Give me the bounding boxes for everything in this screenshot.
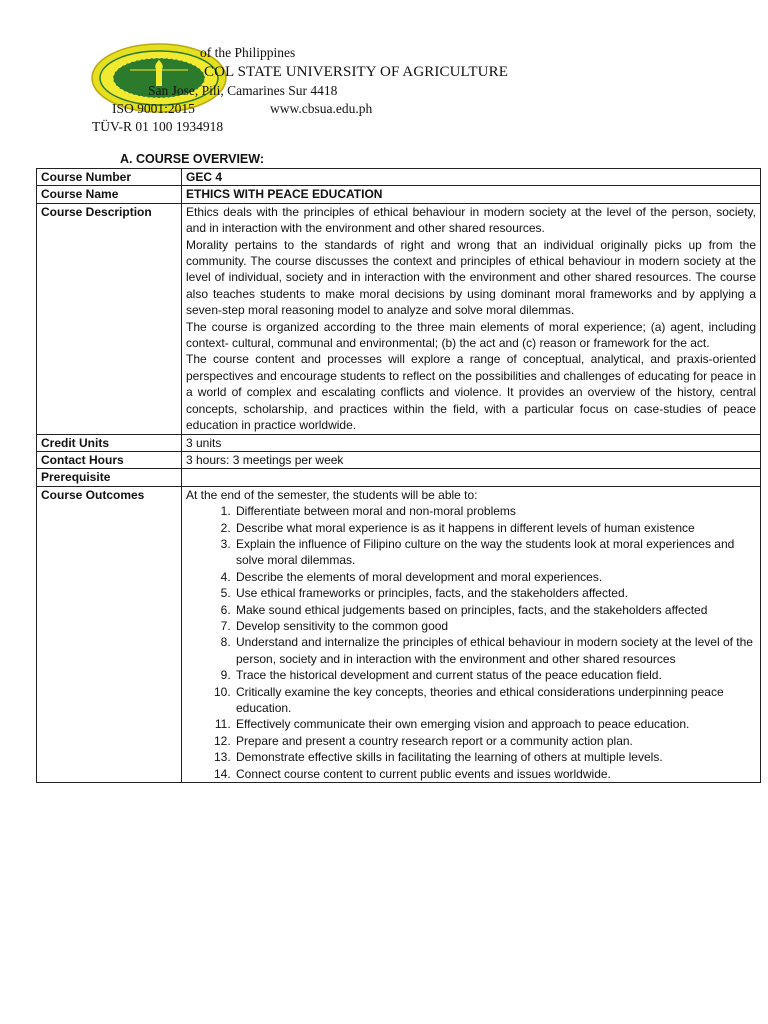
description-paragraph: The course content and processes will explore a range of conceptual, analytical, and praxis-oriented perspectives and encourage students to reflect on the possibilities and challenges of educating for peace in a world of complex and escalating conflicts and violence. It provides an overview of the history, central concepts, scholarship, and practices within the field, with a particular focus on case-studies of peace education in practice worldwide. xyxy=(186,352,756,433)
table-row xyxy=(37,169,761,186)
list-item: 3. Explain the influence of Filipino culture on the way the students look at moral experiences and solve moral dilemmas. xyxy=(234,536,756,569)
outcomes-intro: At the end of the semester, the students will be able to: xyxy=(186,487,478,502)
list-item: 13. Demonstrate effective skills in facilitating the learning of others at multiple levels. xyxy=(234,749,756,765)
section-title: A. COURSE OVERVIEW: xyxy=(120,152,265,166)
table-row xyxy=(37,186,761,203)
course-number-value: GEC 4 xyxy=(182,169,761,186)
prerequisite-value xyxy=(182,469,761,486)
outcomes-list xyxy=(186,503,756,782)
list-item: 9. Trace the historical development and current status of the peace education field. xyxy=(234,667,756,683)
list-item: 4. Describe the elements of moral development and moral experiences. xyxy=(234,569,756,585)
header-tuv: TÜV-R 01 100 1934918 xyxy=(92,119,224,134)
header-university-name: COL STATE UNIVERSITY OF AGRICULTURE xyxy=(204,64,508,80)
credit-units-label: Credit Units xyxy=(37,434,182,451)
header-address: San Jose, Pili, Camarines Sur 4418 xyxy=(148,83,338,98)
table-row xyxy=(37,434,761,451)
table-row xyxy=(37,203,761,434)
description-paragraph: The course is organized according to the three main elements of moral experience; (a) agent, including context- cultural, communal and environmental; (b) the act and (c) reason or framework for the act. xyxy=(186,319,756,351)
course-description-value xyxy=(182,203,761,434)
contact-hours-label: Contact Hours xyxy=(37,451,182,468)
course-name-label: Course Name xyxy=(37,186,182,203)
table-row xyxy=(37,451,761,468)
description-paragraph: Ethics deals with the principles of ethical behaviour in modern society at the level of the person, society, and in interaction with the environment and other shared resources. xyxy=(186,204,756,236)
contact-hours-value: 3 hours: 3 meetings per week xyxy=(182,451,761,468)
list-item: 6. Make sound ethical judgements based on principles, facts, and the stakeholders affected xyxy=(234,602,756,618)
course-outcomes-value xyxy=(182,486,761,782)
list-item: 8. Understand and internalize the principles of ethical behaviour in modern society at the level of the person, society and in interaction with the environment and other shared resources xyxy=(234,634,756,667)
course-number-label: Course Number xyxy=(37,169,182,186)
document-header xyxy=(0,0,768,150)
list-item: 12. Prepare and present a country research report or a community action plan. xyxy=(234,733,756,749)
course-outcomes-label: Course Outcomes xyxy=(37,486,182,782)
credit-units-value: 3 units xyxy=(182,434,761,451)
list-item: 1. Differentiate between moral and non-moral problems xyxy=(234,503,756,519)
header-website-link[interactable]: www.cbsua.edu.ph xyxy=(270,101,373,116)
course-overview-table xyxy=(36,168,761,783)
table-row xyxy=(37,469,761,486)
prerequisite-label: Prerequisite xyxy=(37,469,182,486)
list-item: 2. Describe what moral experience is as it happens in different levels of human existence xyxy=(234,520,756,536)
table-row xyxy=(37,486,761,782)
course-description-label: Course Description xyxy=(37,203,182,434)
list-item: 14. Connect course content to current public events and issues worldwide. xyxy=(234,766,756,782)
list-item: 10. Critically examine the key concepts, theories and ethical considerations underpinning peace education. xyxy=(234,684,756,717)
list-item: 11. Effectively communicate their own emerging vision and approach to peace education. xyxy=(234,716,756,732)
description-paragraph: Morality pertains to the standards of right and wrong that an individual originally picks up from the community. The course discusses the context and principles of ethical behaviour in modern society at the level of individual, society and in interaction with the environment and other shared resources. The course also teaches students to make moral decisions by using dominant moral frameworks and by applying a seven-step moral reasoning model to analyze and solve moral dilemmas. xyxy=(186,237,756,318)
course-name-value: ETHICS WITH PEACE EDUCATION xyxy=(182,186,761,203)
header-country: of the Philippines xyxy=(200,45,296,60)
list-item: 5. Use ethical frameworks or principles, facts, and the stakeholders affected. xyxy=(234,585,756,601)
header-iso: ISO 9001:2015 xyxy=(112,101,195,116)
list-item: 7. Develop sensitivity to the common good xyxy=(234,618,756,634)
